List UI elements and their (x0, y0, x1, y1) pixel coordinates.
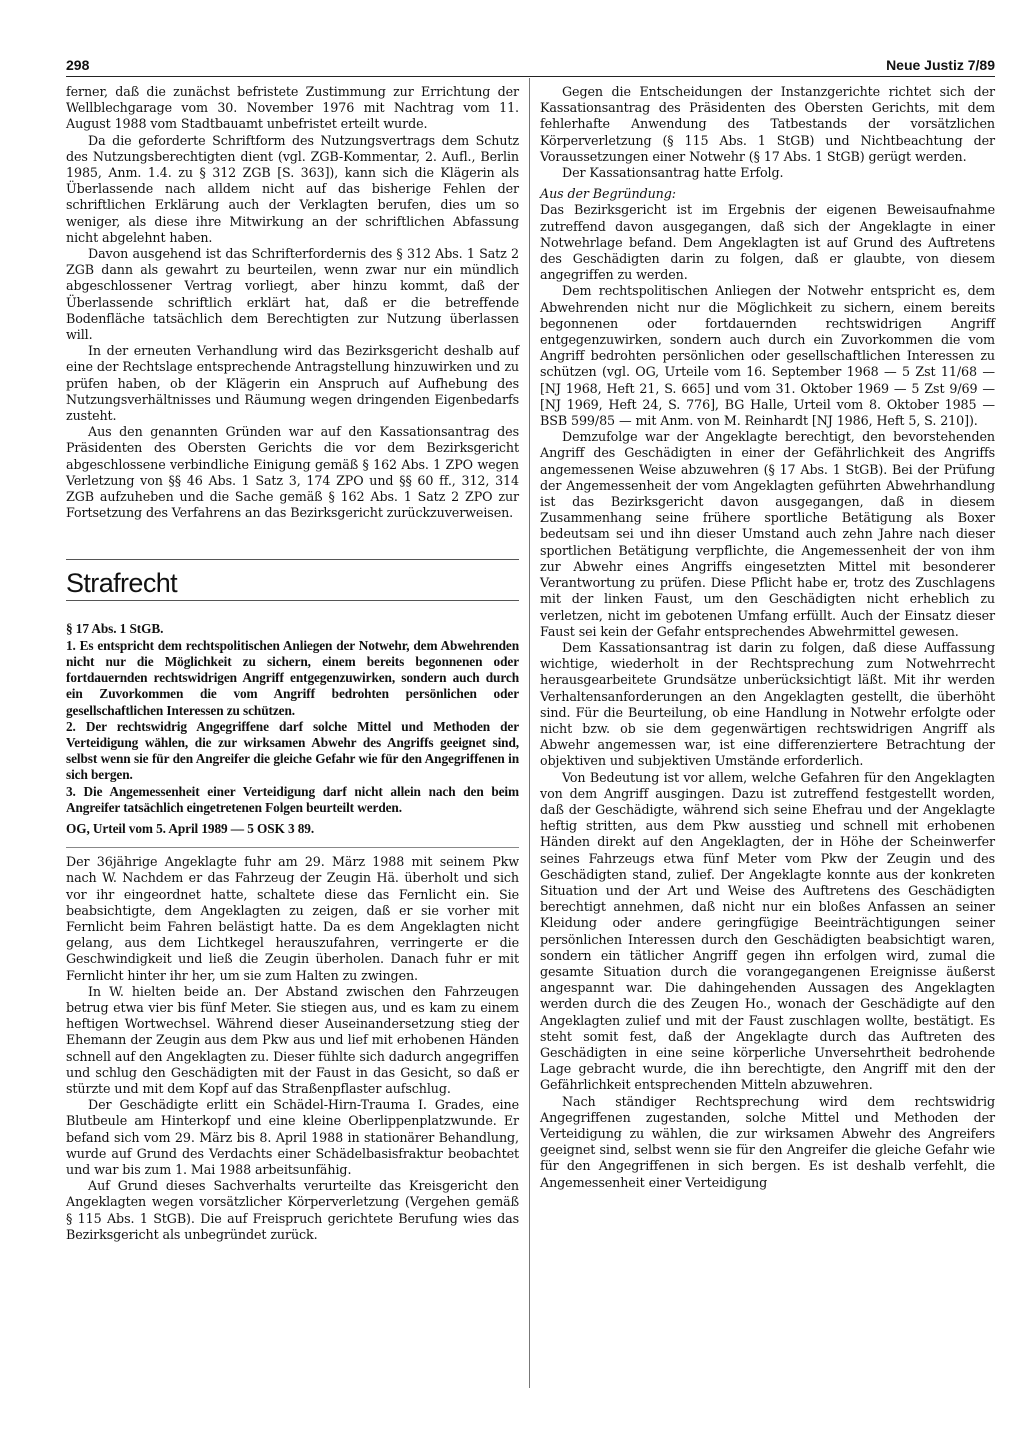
paragraph: In W. hielten beide an. Der Abstand zwischen den Fahrzeugen betrug etwa vier bis fünf Meter. Sie stiegen aus, und es kam zu einem heftigen Wortwechsel. Während dieser Auseinandersetzung stieg der Ehemann der Zeugin aus dem Pkw aus und lief mit erhobenen Händen schnell auf den Angeklagten zu. Dieser fühlte sich dadurch angegriffen und schlug den Geschädigten mit der Faust in das Gesicht, so daß er stürzte und mit dem Kopf auf das Straßenpflaster aufschlug. (66, 983, 519, 1096)
paragraph: Dem Kassationsantrag ist darin zu folgen, daß diese Auffassung wichtige, wiederholt in der Rechtsprechung zum Notwehrrecht herausgearbeitete Grundsätze unberücksichtigt läßt. Mit ihr werden Verhaltensanforderungen an den Angeklagten gestellt, die überhöht sind. Für die Beurteilung, ob eine Handlung in Notwehr erfolgte oder nicht bzw. ob sie dem gegenwärtigen rechtswidrigen Angriff als Abwehr angemessen war, ist eine differenziertere Betrachtung der objektiven und subjektiven Umstände erforderlich. (540, 639, 995, 769)
paragraph: Gegen die Entscheidungen der Instanzgerichte richtet sich der Kassationsantrag des Präsidenten des Obersten Gerichts, mit dem fehlerhafte Anwendung des Tatbestands der vorsätzlichen Körperverletzung (§ 115 Abs. 1 StGB) und Nichtbeachtung der Voraussetzungen einer Notwehr (§ 17 Abs. 1 StGB) gerügt werden. (540, 84, 995, 164)
paragraph: Aus den genannten Gründen war auf den Kassationsantrag des Präsidenten des Obersten Gerichts die vor dem Bezirksgericht abgeschlossene verbindliche Einigung gemäß § 162 Abs. 1 ZPO wegen Verletzung von §§ 46 Abs. 1 Satz 3, 174 ZPO und §§ 60 ff., 312, 314 ZGB aufzuheben und die Sache gemäß § 162 Abs. 1 Satz 2 ZPO zur Fortsetzung des Verfahrens an das Bezirksgericht zurückzuverweisen. (66, 424, 519, 521)
headnotes (66, 638, 519, 816)
separator-rule (66, 847, 519, 848)
section-title: Strafrecht (66, 568, 178, 599)
page-number: 298 (66, 57, 90, 73)
column-divider (529, 78, 530, 1388)
right-column (540, 84, 995, 1191)
paragraph: Von Bedeutung ist vor allem, welche Gefahren für den Angeklagten von dem Angriff ausgingen. Dazu ist zutreffend festgestellt worden, daß der Geschädigte, während sich seine Ehefrau und der Angeklagte heftig stritten, aus dem Pkw ausstieg und schnell mit erhobenen Händen direkt auf den Angeklagten, der in Höhe der Scheinwerfer seines Fahrzeugs etwa fünf Meter vom Pkw der Zeugin und des Geschädigten stand, zulief. Der Angeklagte konnte aus der konkreten Situation und der Art und Weise des Auftretens des Geschädigten berechtigt annehmen, daß nicht nur ein bloßes Anfassen an seiner Kleidung oder andere geringfügige Beeinträchtigungen seiner persönlichen Interessen durch den Geschädigten beabsichtigt waren, sondern ein tätlicher Angriff gegen ihn erfolgen wird, zumal die gesamte Situation durch die vorangegangenen Ereignisse äußerst angespannt war. Die dahingehenden Aussagen des Angeklagten werden durch die des Zeugen Ho., wonach der Geschädigte auf den Angeklagten zulief und mit der Faust zuschlagen wollte, bestätigt. Es steht somit fest, daß der Angeklagte durch das Auftreten des Geschädigten in eine seine körperliche Unversehrtheit bedrohende Lage gebracht wurde, die ihn berechtigte, den Angriff mit den der Gefährlichkeit entsprechenden Mitteln abzuwehren. (540, 769, 995, 1093)
paragraph: Der Kassationsantrag hatte Erfolg. (562, 165, 784, 181)
paragraph: Das Bezirksgericht ist im Ergebnis der eigenen Beweisaufnahme zutreffend davon ausgegangen, daß sich der Angeklagte in einer Notwehrlage befand. Dem Angeklagten ist auf Grund des Auftretens des Geschädigten darin zu folgen, daß er glaubte, von diesem angegriffen zu werden. (540, 202, 995, 283)
header-rule (66, 76, 995, 77)
paragraph: Da die geforderte Schriftform des Nutzungsvertrags dem Schutz des Nutzungsberechtigten dient (vgl. ZGB-Kommentar, 2. Aufl., Berlin 1985, Anm. 1.4. zu § 312 ZGB [S. 363]), kann sich die Klägerin als Überlassende nach alldem nicht auf das bisherige Fehlen der schriftlichen Erklärung auch der Verklagten berufen, dies um so weniger, als diese ihre Mitwirkung an der schriftlichen Abfassung nicht abgelehnt haben. (66, 132, 519, 245)
paragraph: Davon ausgehend ist das Schrifterfordernis des § 312 Abs. 1 Satz 2 ZGB dann als gewahrt zu beurteilen, wenn zwar nur ein mündlich abgeschlossener Vertrag vorliegt, aber hinzu kommt, daß der Überlassende schriftlich erklärt hat, daß er die betreffende Bodenfläche tatsächlich dem Berechtigten zur Nutzung überlassen will. (66, 246, 519, 343)
headnote: 3. Die Angemessenheit einer Verteidigung darf nicht allein nach den beim Angreifer tatsächlich eingetretenen Folgen beurteilt werden. (66, 783, 519, 815)
paragraph: Dem rechtspolitischen Anliegen der Notwehr entspricht es, dem Abwehrenden nicht nur die Möglichkeit zu sichern, einem bereits begonnenen oder fortdauernden rechtswidrigen Angriff entgegenzuwirken, sondern auch durch ein Zuvorkommen die vom Angriff bedrohten persönlichen oder gesellschaftlichen Interessen zu schützen (vgl. OG, Urteile vom 16. September 1968 — 5 Zst 11/68 — [NJ 1968, Heft 21, S. 665] und vom 31. Oktober 1969 — 5 Zst 9/69 — [NJ 1969, Heft 24, S. 776], BG Halle, Urteil vom 8. Oktober 1985 — BSB 599/85 — mit Anm. von M. Reinhardt [NJ 1986, Heft 5, S. 210]). (540, 283, 995, 429)
headnote: 2. Der rechtswidrig Angegriffene darf solche Mittel und Methoden der Verteidigung wählen, die zur wirksamen Abwehr des Angriffs geeignet sind, selbst wenn sie für den Angreifer die gleiche Gefahr wie für den Angegriffenen in sich bergen. (66, 718, 519, 783)
reasons-heading: Aus der Begründung: (540, 186, 676, 202)
decision-citation: OG, Urteil vom 5. April 1989 — 5 OSK 3 89. (66, 820, 315, 836)
paragraph: ferner, daß die zunächst befristete Zustimmung zur Errichtung der Wellblechgarage vom 30. November 1976 mit Nachtrag vom 11. August 1988 vom Stadtbauamt unbefristet erteilt wurde. (66, 84, 519, 132)
left-column (66, 84, 519, 1243)
journal-issue: Neue Justiz 7/89 (886, 57, 995, 73)
headnote: 1. Es entspricht dem rechtspolitischen Anliegen der Notwehr, dem Abwehrenden nicht nur die Möglichkeit zu sichern, einem bereits begonnenen oder fortdauernden rechtswidrigen Angriff entgegenzuwirken, sondern auch durch ein Zuvorkommen die vom Angriff bedrohten persönlichen oder gesellschaftlichen Interessen zu schützen. (66, 637, 519, 718)
section-heading-block (66, 559, 519, 601)
paragraph: Der Geschädigte erlitt ein Schädel-Hirn-Trauma I. Grades, eine Blutbeule am Hinterkopf und eine kleine Oberlippenplatzwunde. Er befand sich vom 29. März bis 8. April 1988 in stationärer Behandlung, wurde auf Grund des Verdachts einer Schädelbasisfraktur beobachtet und war bis zum 1. Mai 1988 arbeitsunfähig. (66, 1097, 519, 1177)
section-rule (66, 600, 519, 601)
section-rule (66, 559, 519, 560)
paragraph: Nach ständiger Rechtsprechung wird dem rechtswidrig Angegriffenen zugestanden, solche Mittel und Methoden der Verteidigung zu wählen, die zur wirksamen Abwehr des Angreifers geeignet sind, selbst wenn sie für den Angreifer die gleiche Gefahr wie für den Angegriffenen in sich bergen. Es ist deshalb verfehlt, die Angemessenheit einer Verteidigung (540, 1093, 995, 1190)
paragraph: Demzufolge war der Angeklagte berechtigt, den bevorstehenden Angriff des Geschädigten in einer der Gefährlichkeit des Angriffs angemessenen Weise abzuwehren (§ 17 Abs. 1 StGB). Bei der Prüfung der Angemessenheit der vom Angeklagten geführten Abwehrhandlung ist das Bezirksgericht davon ausgegangen, daß in diesem Zusammenhang seine frühere sportliche Betätigung als Boxer bedeutsam sei und ihn dieser Umstand auch zehn Jahre nach dieser sportlichen Betätigung verpflichte, die Angemessenheit der von ihm zur Abwehr eines Angriffs eingesetzten Mittel mit besonderer Verantwortung zu prüfen. Diese Pflicht habe er, trotz des Zuschlagens mit der linken Faust, um den Geschädigten nicht erheblich zu verletzen, nicht im gebotenen Umfang erfüllt. Auch der Einsatz dieser Faust sei kein der Gefahr entsprechendes Abwehrmittel gewesen. (540, 429, 995, 639)
legal-norm: § 17 Abs. 1 StGB. (66, 621, 164, 637)
paragraph: In der erneuten Verhandlung wird das Bezirksgericht deshalb auf eine der Rechtslage entsprechende Antragstellung hinzuwirken und zu prüfen haben, ob der Klägerin ein Anspruch auf Aufhebung des Nutzungsverhältnisses und Räumung wegen dringenden Eigenbedarfs zusteht. (66, 343, 519, 424)
paragraph: Der 36jährige Angeklagte fuhr am 29. März 1988 mit seinem Pkw nach W. Nachdem er das Fahrzeug der Zeugin Hä. überholt und sich vor ihr eingeordnet hatte, schaltete diese das Fernlicht ein. Sie beabsichtigte, dem Angeklagten zu zeigen, daß er sie vorher mit Fernlicht beim Fahren belästigt hatte. Da es dem Angeklagten nicht gelang, aus dem Lichtkegel herauszufahren, verringerte er die Geschwindigkeit und ließ die Zeugin überholen. Danach fuhr er mit Fernlicht hinter ihr her, um sie zum Halten zu zwingen. (66, 854, 519, 983)
paragraph: Auf Grund dieses Sachverhalts verurteilte das Kreisgericht den Angeklagten wegen vorsätzlicher Körperverletzung (Vergehen gemäß § 115 Abs. 1 StGB). Die auf Freispruch gerichtete Berufung wies das Bezirksgericht als unbegründet zurück. (66, 1178, 519, 1242)
